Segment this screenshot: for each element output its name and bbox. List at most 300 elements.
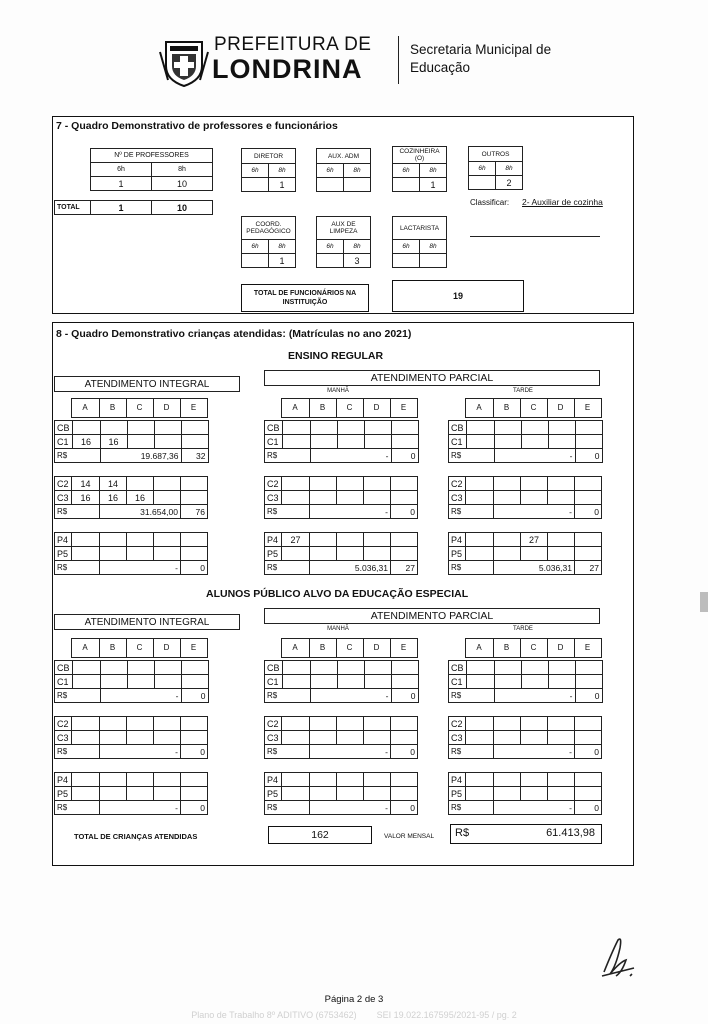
count-value: 0 (391, 505, 418, 519)
row-label: P4 (265, 773, 282, 787)
valor-value: - (494, 689, 575, 703)
cell-value (282, 491, 310, 505)
cell-value (466, 547, 494, 561)
cell-value (337, 787, 364, 801)
cell-value (575, 421, 602, 435)
cell-value (181, 491, 208, 505)
valor-mensal-label: VALOR MENSAL (384, 833, 435, 840)
cozinheira-8h-value: 1 (420, 178, 447, 192)
cell-value (548, 661, 575, 675)
rs-label: R$ (265, 449, 311, 463)
cell-value (100, 717, 127, 731)
cell-value (548, 787, 575, 801)
total-funcionarios-box (241, 284, 369, 312)
rs-label: R$ (449, 745, 494, 759)
cell-value (575, 717, 602, 731)
row-label: C1 (449, 675, 467, 689)
rs-label: R$ (265, 745, 310, 759)
cell-value (282, 717, 310, 731)
cell-value (337, 661, 364, 675)
regular-integral-header: ATENDIMENTO INTEGRAL (54, 376, 240, 392)
aux-limpeza-8h-value: 3 (344, 254, 371, 268)
diretor-6h-value (242, 178, 269, 192)
row-label: C2 (265, 477, 282, 491)
row-label: C1 (265, 675, 283, 689)
cell-value (521, 477, 548, 491)
cell-value (127, 661, 154, 675)
cell-value: 27 (521, 533, 548, 547)
cell-value (575, 435, 602, 449)
cell-value (337, 547, 364, 561)
col-header-c: C (126, 639, 153, 658)
cell-value (72, 421, 100, 435)
especial-tarde-col-headers (448, 638, 602, 658)
cell-value (181, 435, 208, 449)
cell-value (127, 787, 154, 801)
count-value: 0 (575, 801, 602, 815)
valor-value: - (310, 505, 391, 519)
cell-value (127, 547, 154, 561)
coat-of-arms-icon (158, 36, 210, 88)
col-header-c: C (520, 639, 547, 658)
cell-value (154, 533, 181, 547)
count-value: 76 (181, 505, 208, 519)
cell-value (391, 435, 418, 449)
cell-value (181, 533, 208, 547)
prof-col-6h: 6h (91, 163, 152, 177)
total-funcionarios-value-box (392, 280, 524, 312)
aux-adm-6h-value (317, 178, 344, 192)
watermark-text: Plano de Trabalho 8º ADITIVO (6753462) SEI 19.022.167595/2021-95 / pg. 2 (191, 1010, 517, 1020)
col-header-d: D (153, 399, 180, 418)
row-label: C1 (449, 435, 467, 449)
cell-value (466, 675, 494, 689)
count-value: 0 (181, 801, 208, 815)
cell-value (364, 477, 391, 491)
cell-value (181, 547, 208, 561)
cell-value (364, 435, 391, 449)
row-label: C1 (55, 435, 73, 449)
valor-mensal-box (450, 824, 602, 844)
cell-value (575, 661, 602, 675)
cell-value (310, 773, 337, 787)
cell-value (521, 717, 548, 731)
cell-value (548, 491, 575, 505)
prof-col-8h: 8h (152, 163, 213, 177)
cell-value (310, 435, 337, 449)
regular-manha-col-headers (264, 398, 418, 418)
cell-value (100, 533, 127, 547)
col-header-a: A (71, 399, 99, 418)
total-criancas-value: 162 (311, 829, 329, 841)
lactarista-col-6h: 6h (393, 240, 420, 254)
cell-value (575, 477, 602, 491)
row-label: C3 (449, 731, 466, 745)
cell-value (466, 477, 494, 491)
cell-value (494, 491, 521, 505)
cell-value (521, 435, 548, 449)
cell-value (391, 547, 418, 561)
regular-tarde-col-headers (448, 398, 602, 418)
especial-manha-label: MANHÃ (327, 626, 349, 632)
count-value: 0 (391, 449, 418, 463)
cozinheira-table (392, 146, 447, 192)
cell-value (494, 533, 521, 547)
regular-manha-block-1 (264, 420, 419, 463)
row-label: P5 (449, 787, 466, 801)
rs-label: R$ (55, 505, 100, 519)
especial-manha-block-3 (264, 772, 418, 815)
cell-value (575, 773, 602, 787)
cell-value (391, 787, 418, 801)
cell-value (466, 717, 494, 731)
col-header-d: D (547, 399, 574, 418)
cell-value (337, 491, 364, 505)
col-header-b: B (493, 639, 520, 658)
cell-value (391, 477, 418, 491)
rs-label: R$ (449, 561, 494, 575)
col-header-b: B (493, 399, 520, 418)
rs-label: R$ (55, 745, 100, 759)
cell-value (548, 533, 575, 547)
col-header-e: E (390, 639, 417, 658)
cell-value (310, 717, 337, 731)
rs-label: R$ (265, 561, 310, 575)
aux-adm-col-6h: 6h (317, 164, 344, 178)
col-header-b: B (309, 639, 336, 658)
cell-value (282, 661, 310, 675)
cell-value (466, 533, 494, 547)
cell-value (521, 675, 548, 689)
row-label: P4 (265, 533, 282, 547)
coord-table (241, 216, 296, 268)
header-title-1: PREFEITURA DE (214, 34, 372, 55)
rs-label: R$ (55, 801, 100, 815)
col-header-d: D (363, 399, 390, 418)
cell-value (575, 533, 602, 547)
cell-value (521, 547, 548, 561)
row-label: C2 (449, 477, 466, 491)
cell-value (466, 731, 494, 745)
cell-value (282, 477, 310, 491)
cell-value (548, 547, 575, 561)
cell-value (310, 675, 337, 689)
cell-value (72, 717, 100, 731)
cell-value (548, 421, 575, 435)
secretaria-line2: Educação (410, 60, 471, 75)
cell-value (466, 435, 494, 449)
cell-value (127, 435, 154, 449)
count-value: 0 (391, 745, 418, 759)
especial-parcial-header: ATENDIMENTO PARCIAL (264, 608, 600, 624)
especial-integral-block-3 (54, 772, 208, 815)
cell-value (494, 773, 521, 787)
cell-value (181, 773, 208, 787)
especial-integral-block-1 (54, 660, 209, 703)
especial-integral-block-2 (54, 716, 208, 759)
cell-value (72, 773, 100, 787)
cell-value (521, 421, 548, 435)
cell-value (72, 547, 100, 561)
cell-value (466, 661, 494, 675)
professores-total-row (54, 200, 213, 215)
col-header-a: A (281, 399, 309, 418)
coord-col-6h: 6h (242, 240, 269, 254)
row-label: P5 (55, 547, 72, 561)
cell-value (72, 533, 100, 547)
regular-tarde-label: TARDE (513, 388, 533, 394)
cozinheira-col-8h: 8h (420, 164, 447, 178)
row-label: CB (265, 661, 283, 675)
cell-value (364, 421, 391, 435)
cell-value (72, 661, 100, 675)
cell-value (466, 787, 494, 801)
col-header-e: E (180, 399, 207, 418)
row-label: P4 (449, 773, 466, 787)
regular-integral-block-1 (54, 420, 209, 463)
aux-limpeza-table (316, 216, 371, 268)
valor-mensal-value: 61.413,98 (546, 827, 595, 839)
classificar-label: Classificar: (470, 198, 510, 207)
cell-value: 16 (100, 491, 127, 505)
especial-heading: ALUNOS PÚBLICO ALVO DA EDUCAÇÃO ESPECIAL (206, 588, 469, 600)
header-title-2: LONDRINA (212, 54, 363, 84)
rs-label: R$ (265, 801, 310, 815)
col-header-a: A (465, 639, 493, 658)
cell-value (181, 675, 208, 689)
row-label: C3 (55, 491, 72, 505)
rs-label: R$ (55, 561, 100, 575)
cell-value (310, 731, 337, 745)
cell-value (337, 533, 364, 547)
count-value: 0 (391, 801, 418, 815)
row-label: P5 (265, 547, 282, 561)
row-label: C2 (55, 477, 72, 491)
regular-manha-label: MANHÃ (327, 388, 349, 394)
cell-value (548, 731, 575, 745)
count-value: 0 (575, 745, 602, 759)
cell-value (282, 731, 310, 745)
row-label: CB (55, 421, 73, 435)
aux-limpeza-col-6h: 6h (317, 240, 344, 254)
cell-value (391, 731, 418, 745)
cell-value (548, 717, 575, 731)
cell-value (364, 731, 391, 745)
cell-value (521, 773, 548, 787)
coord-8h-value: 1 (269, 254, 296, 268)
cell-value (154, 421, 181, 435)
cell-value (154, 717, 181, 731)
row-label: C2 (265, 717, 282, 731)
cell-value (282, 435, 310, 449)
count-value: 27 (575, 561, 602, 575)
col-header-c: C (126, 399, 153, 418)
signature-icon (598, 932, 642, 982)
cell-value (548, 675, 575, 689)
col-header-b: B (309, 399, 336, 418)
cell-value (127, 717, 154, 731)
cell-value (282, 773, 310, 787)
cell-value (310, 547, 337, 561)
cell-value (548, 435, 575, 449)
cell-value (154, 675, 181, 689)
cell-value (521, 491, 548, 505)
valor-value: - (494, 505, 575, 519)
row-label: P5 (55, 787, 72, 801)
row-label: C1 (55, 675, 73, 689)
cell-value: 16 (127, 491, 154, 505)
cell-value (310, 477, 337, 491)
cell-value (548, 477, 575, 491)
cell-value (154, 477, 181, 491)
cell-value (154, 491, 181, 505)
row-label: P5 (449, 547, 466, 561)
cell-value (364, 547, 391, 561)
especial-tarde-block-2 (448, 716, 602, 759)
cell-value (575, 547, 602, 561)
logo (158, 36, 210, 88)
especial-tarde-label: TARDE (513, 626, 533, 632)
aux-limpeza-label: AUX DE LIMPEZA (317, 217, 371, 240)
cell-value (364, 787, 391, 801)
cell-value (337, 773, 364, 787)
cell-value (494, 717, 521, 731)
rs-label: R$ (449, 505, 494, 519)
row-label: C3 (265, 491, 282, 505)
cell-value: 16 (72, 435, 100, 449)
row-label: C1 (265, 435, 283, 449)
valor-value: 5.036,31 (494, 561, 575, 575)
cell-value (521, 787, 548, 801)
cell-value (575, 675, 602, 689)
cell-value (282, 421, 310, 435)
aux-limpeza-col-8h: 8h (344, 240, 371, 254)
cell-value (391, 773, 418, 787)
col-header-e: E (574, 639, 601, 658)
row-label: C3 (449, 491, 466, 505)
cell-value (575, 787, 602, 801)
row-label: P4 (449, 533, 466, 547)
col-header-c: C (520, 399, 547, 418)
cell-value (364, 773, 391, 787)
col-header-b: B (99, 399, 126, 418)
cell-value (337, 717, 364, 731)
cell-value (364, 533, 391, 547)
signature (598, 932, 642, 982)
total-criancas-value-box (268, 826, 372, 844)
especial-tarde-block-3 (448, 772, 602, 815)
col-header-a: A (281, 639, 309, 658)
row-label: P4 (55, 773, 72, 787)
cell-value (337, 675, 364, 689)
row-label: CB (55, 661, 73, 675)
count-value: 0 (181, 745, 208, 759)
cell-value (127, 421, 154, 435)
cell-value (154, 731, 181, 745)
especial-integral-col-headers (54, 638, 208, 658)
cell-value (575, 491, 602, 505)
rs-label: R$ (449, 449, 495, 463)
especial-tarde-block-1 (448, 660, 603, 703)
cell-value (127, 731, 154, 745)
cell-value (100, 661, 127, 675)
cell-value (337, 435, 364, 449)
especial-manha-col-headers (264, 638, 418, 658)
cell-value (100, 421, 127, 435)
diretor-col-6h: 6h (242, 164, 269, 178)
cell-value (364, 661, 391, 675)
cell-value (391, 717, 418, 731)
diretor-8h-value: 1 (269, 178, 296, 192)
cell-value (494, 547, 521, 561)
cell-value (521, 661, 548, 675)
cell-value (181, 421, 208, 435)
count-value: 0 (575, 449, 602, 463)
row-label: P4 (55, 533, 72, 547)
cell-value (310, 421, 337, 435)
lactarista-col-8h: 8h (420, 240, 447, 254)
col-header-a: A (465, 399, 493, 418)
total-funcionarios-value: 19 (452, 291, 463, 301)
valor-value: 19.687,36 (100, 449, 181, 463)
especial-integral-header: ATENDIMENTO INTEGRAL (54, 614, 240, 630)
regular-tarde-block-2 (448, 476, 602, 519)
cell-value (310, 533, 337, 547)
col-header-d: D (363, 639, 390, 658)
rs-label: R$ (55, 689, 101, 703)
row-label: C2 (55, 717, 72, 731)
regular-tarde-block-3 (448, 532, 602, 575)
total-8h-value: 10 (152, 201, 213, 215)
count-value: 0 (391, 689, 418, 703)
cell-value (466, 421, 494, 435)
row-label: CB (449, 661, 467, 675)
classificar-value: 2- Auxiliar de cozinha (522, 197, 603, 207)
cell-value (154, 773, 181, 787)
cozinheira-6h-value (393, 178, 420, 192)
cell-value (127, 675, 154, 689)
cell-value (466, 773, 494, 787)
regular-integral-block-3 (54, 532, 208, 575)
aux-limpeza-6h-value (317, 254, 344, 268)
total-criancas-label: TOTAL DE CRIANÇAS ATENDIDAS (74, 832, 198, 841)
especial-manha-block-1 (264, 660, 419, 703)
classificar-line (470, 236, 600, 237)
section7-title: 7 - Quadro Demonstrativo de professores e funcionários (56, 120, 338, 132)
cell-value (181, 661, 208, 675)
count-value: 0 (181, 689, 208, 703)
aux-adm-8h-value (344, 178, 371, 192)
professores-table (90, 148, 213, 191)
lactarista-table (392, 216, 447, 268)
cell-value (181, 731, 208, 745)
outros-col-8h: 8h (496, 162, 523, 176)
cell-value (494, 787, 521, 801)
cell-value (127, 477, 154, 491)
outros-table (468, 146, 523, 190)
cell-value (494, 421, 521, 435)
cell-value (310, 787, 337, 801)
cell-value (72, 675, 100, 689)
cell-value (575, 731, 602, 745)
count-value: 0 (575, 689, 602, 703)
lactarista-label: LACTARISTA (393, 217, 447, 240)
cell-value (364, 491, 391, 505)
valor-value: - (494, 745, 575, 759)
diretor-label: DIRETOR (242, 149, 296, 164)
lactarista-8h-value (420, 254, 447, 268)
cell-value (154, 435, 181, 449)
